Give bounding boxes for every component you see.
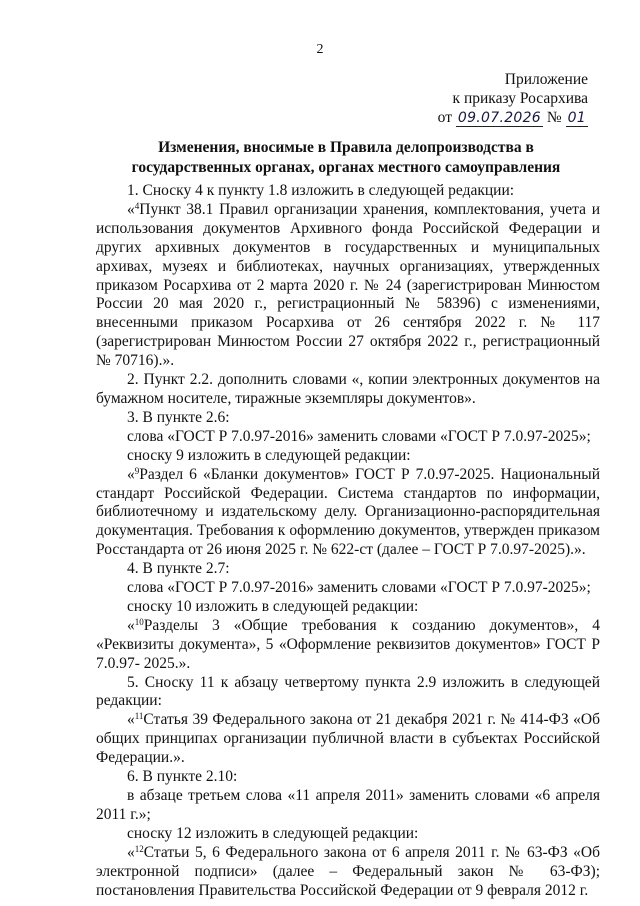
paragraph [96, 201, 600, 371]
paragraph [96, 825, 600, 844]
paragraph-text: Статьи 5, 6 Федерального закона от 6 апреля 2011 г. № 63-ФЗ «Об электронной подписи» (далее – Федеральный закон № 63-ФЗ); постановления Правительства Российской Федерации от 9 февраля 2012 г. [96, 843, 600, 899]
paragraph-text: 6. В пункте 2.10: [127, 768, 238, 786]
paragraph-text: 2. Пункт 2.2. дополнить словами «, копии электронных документов на бумажном носителе, тиражные экземпляры документов». [96, 371, 600, 407]
paragraph-text: слова «ГОСТ Р 7.0.97-2016» заменить словами «ГОСТ Р 7.0.97-2025»; [127, 427, 591, 445]
footnote-open-quote: « [127, 843, 135, 861]
document-heading [96, 138, 596, 178]
paragraph [96, 579, 600, 598]
paragraph-text: сноску 9 изложить в следующей редакции: [127, 446, 411, 464]
handwritten-number: 01 [567, 110, 586, 126]
paragraph [96, 674, 600, 712]
footnote-open-quote: « [127, 200, 135, 218]
paragraph-text: слова «ГОСТ Р 7.0.97-2016» заменить словами «ГОСТ Р 7.0.97-2025»; [127, 579, 591, 597]
paragraph [96, 768, 600, 787]
paragraph [96, 409, 600, 428]
paragraph-text: сноску 10 изложить в следующей редакции: [127, 597, 419, 615]
heading-line-1: Изменения, вносимые в Правила делопроизводства в [158, 139, 534, 156]
paragraph [96, 182, 600, 201]
paragraph-text: сноску 12 изложить в следующей редакции: [127, 824, 419, 842]
footnote-marker: 12 [134, 843, 144, 854]
paragraph [96, 371, 600, 409]
paragraph [96, 466, 600, 561]
handwritten-date: 09.07.2026 [457, 110, 542, 126]
paragraph [96, 711, 600, 768]
paragraph-text: 5. Сноску 11 к абзацу четвертому пункта 2.9 изложить в следующей редакции: [96, 673, 600, 710]
appendix-title: Приложение [504, 71, 588, 88]
footnote-marker: 10 [134, 616, 144, 627]
appendix-order-ref: к приказу Росархива [452, 90, 588, 107]
appendix-date-line [418, 108, 588, 128]
paragraph-text: 1. Сноску 4 к пункту 1.8 изложить в следующей редакции: [127, 182, 515, 199]
footnote-marker: 11 [134, 711, 144, 722]
paragraph [96, 598, 600, 617]
footnote-open-quote: « [127, 616, 135, 634]
paragraph [96, 560, 600, 579]
footnote-marker: 9 [134, 465, 140, 476]
paragraph-text: 3. В пункте 2.6: [127, 408, 230, 426]
paragraph [96, 428, 600, 447]
heading-line-2: государственных органах, органах местного самоуправления [131, 159, 561, 176]
paragraph-text: в абзаце третьем слова «11 апреля 2011» заменить словами «6 апреля 2011 г.»; [96, 787, 600, 823]
footnote-marker: 4 [134, 200, 140, 211]
paragraph [96, 787, 600, 825]
paragraph-text: Разделы 3 «Общие требования к созданию документов», 4 «Реквизиты документа», 5 «Оформление реквизитов документов» ГОСТ Р 7.0.97- 2025.». [96, 616, 600, 672]
paragraph-text: 4. В пункте 2.7: [127, 560, 230, 578]
document-body [96, 182, 600, 900]
paragraph [96, 617, 600, 674]
paragraph-text: Пункт 38.1 Правил организации хранения, комплектования, учета и использования документов Архивного фонда Российской Федерации и других архивных документов в государственных и муниципальных архивах, музеях и библиотеках, научных организациях, утвержденных приказом Росархива от 2 марта 2020 г. № 24 (зарегистрирован Минюстом России 20 мая 2020 г., регистрационный № 58396) с изменениями, внесенными приказом Росархива от 26 сентября 2022 г. № 117 (зарегистрирован Минюстом России 27 октября 2022 г., регистрационный № 70716).». [96, 200, 600, 370]
footnote-open-quote: « [127, 711, 135, 729]
footnote-open-quote: « [127, 465, 135, 483]
paragraph [96, 844, 600, 901]
number-prefix: № [546, 109, 562, 126]
paragraph-text: Раздел 6 «Бланки документов» ГОСТ Р 7.0.97-2025. Национальный стандарт Российской Федерации. Система стандартов по информации, библиотечному и издательскому делу. Организационно-распорядительная документация. Требования к оформлению документов, утвержден приказом Росстандарта от 26 июня 2025 г. № 622-ст (далее – ГОСТ Р 7.0.97-2025).». [96, 465, 600, 559]
date-prefix: от [437, 109, 452, 126]
page-number: 2 [316, 42, 324, 57]
paragraph [96, 447, 600, 466]
paragraph-text: Статья 39 Федерального закона от 21 декабря 2021 г. № 414-ФЗ «Об общих принципах организации публичной власти в субъектах Российской Федерации.». [96, 711, 600, 767]
appendix-block [418, 70, 588, 128]
